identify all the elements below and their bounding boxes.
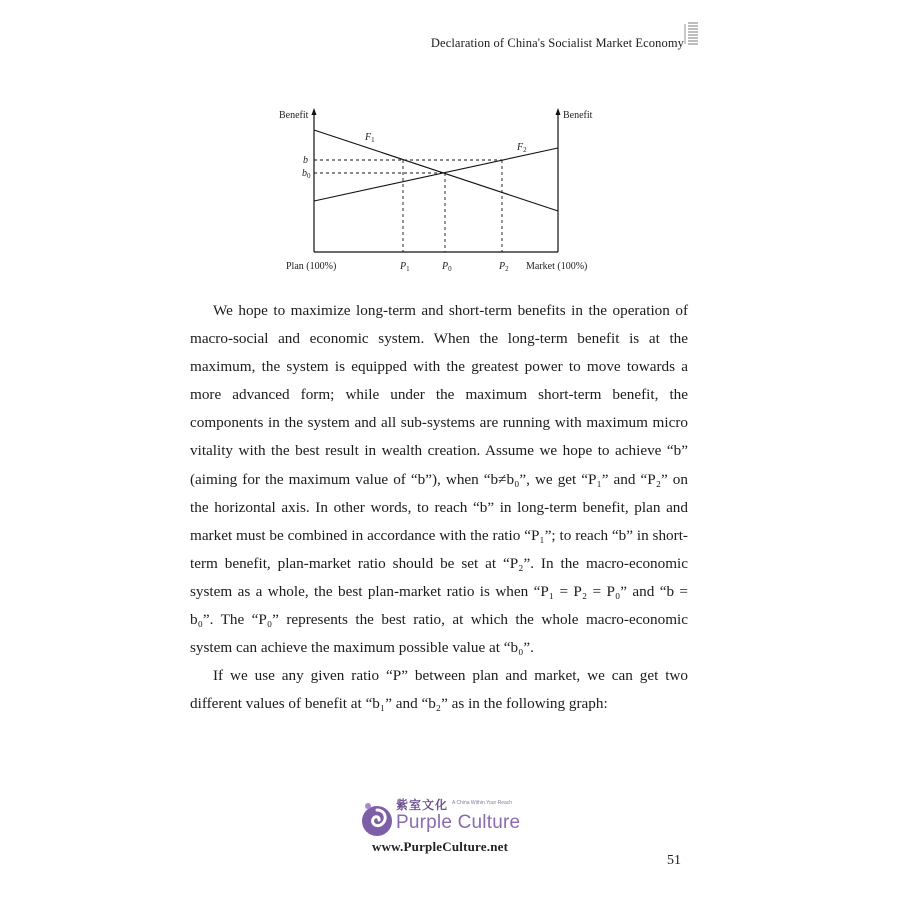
- logo-url: www.PurpleCulture.net: [372, 839, 509, 854]
- left-axis-arrow: [312, 108, 317, 115]
- header-edge-mark: [688, 22, 698, 46]
- curve-f2: [314, 148, 558, 201]
- b-label: b: [303, 155, 308, 166]
- x-label-right: Market (100%): [526, 261, 588, 272]
- running-head: Declaration of China's Socialist Market Economy: [430, 36, 684, 50]
- logo-name: Purple Culture: [396, 812, 521, 833]
- header-rule: [684, 24, 686, 44]
- p2-label: $P_2$: [499, 261, 509, 273]
- curve-f2-label: $F_2$: [517, 142, 527, 154]
- right-axis-arrow: [556, 108, 561, 115]
- paragraph-1: We hope to maximize long-term and short-term benefits in the operation of macro-social and economic system. When the long-term benefit is at the maximum, the system is equipped with the greatest power to move towards a more advanced form; while under the maximum short-term benefit, the components in the system and all sub-systems are running with maximum micro vitality with the best result in wealth creation. Assume we hope to achieve “b” (aiming for the maximum value of “b”), when “b≠b₀”, we get “P₁” and “P₂” on the horizontal axis. In other words, to reach “b” in long-term benefit, plan and market must be combined in accordance with the ratio “P₁”; to reach “b” in short-term benefit, plan-market ratio should be set at “P₂”. In the macro-economic system as a whole, the best plan-market ratio is when “P₁ = P₂ = P₀” and “b = b₀”. The “P₀” represents the best ratio, at which the whole macro-economic system can achieve the maximum possible value at “b₀”.: [190, 302, 688, 657]
- logo-tagline: A China Within Your Reach: [452, 800, 513, 806]
- p1-label: $P_1$: [400, 261, 410, 273]
- page-number: 51: [667, 853, 681, 868]
- y-label-left: Benefit: [279, 110, 309, 121]
- b0-label: $b_0$: [302, 168, 311, 180]
- body-text: [190, 297, 688, 718]
- logo-chinese: 紫室文化: [396, 798, 449, 812]
- y-label-right: Benefit: [563, 110, 593, 121]
- plan-market-benefit-figure: [270, 100, 610, 280]
- p0-label: $P_0$: [442, 261, 452, 273]
- purple-culture-swirl-icon: [360, 797, 394, 843]
- paragraph-2: If we use any given ratio “P” between plan and market, we can get two different values of benefit at “b₁” and “b₂” as in the following graph:: [190, 667, 688, 713]
- x-label-left: Plan (100%): [286, 261, 337, 272]
- watermark-logo: [356, 795, 556, 860]
- curve-f1-label: $F_1$: [365, 132, 375, 144]
